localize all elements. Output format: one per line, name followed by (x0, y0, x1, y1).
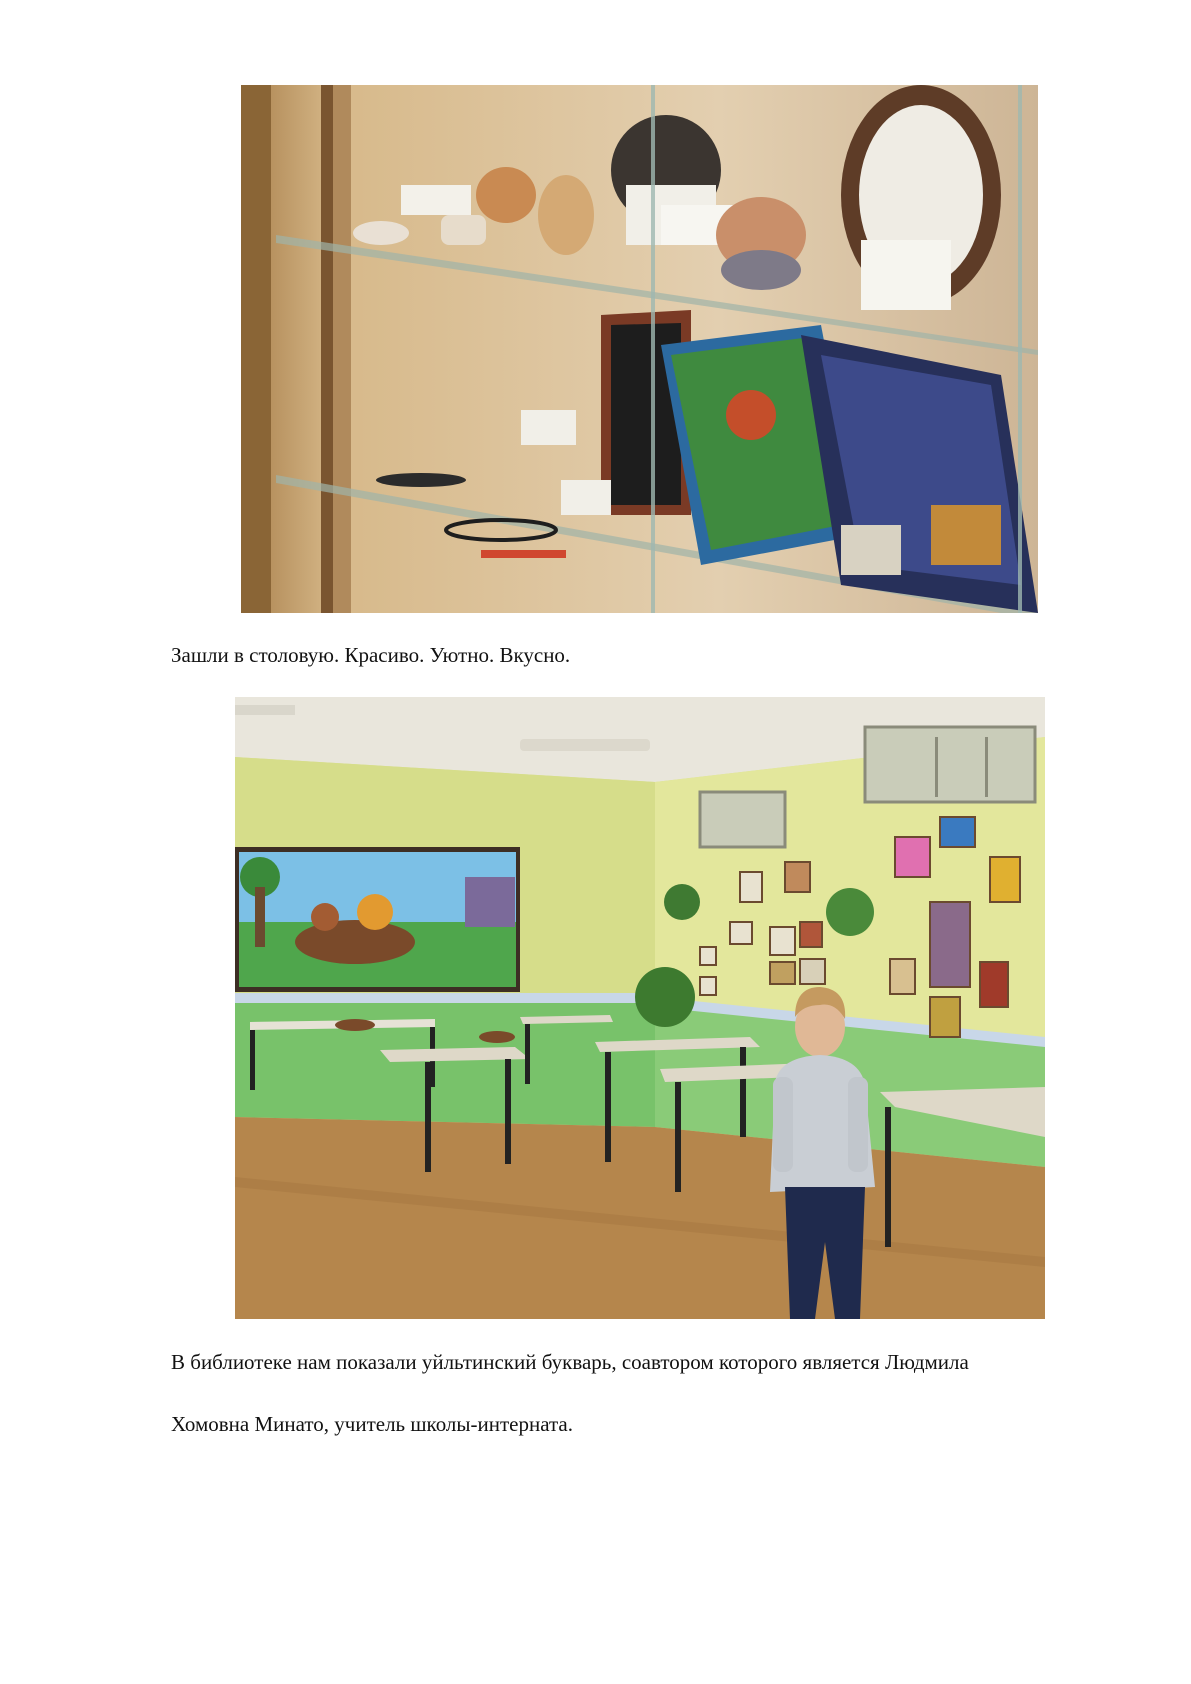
photo-dining-room-image (235, 697, 1045, 1319)
photo-display-cabinet (241, 85, 1038, 613)
paragraph-library-line-1: В библиотеке нам показали уйльтинский букварь, соавтором которого является Людмила (171, 1350, 969, 1374)
paragraph-library-line-2: Хомовна Минато, учитель школы-интерната. (171, 1412, 573, 1436)
photo-display-cabinet-image (241, 85, 1038, 613)
paragraph-dining-room: Зашли в столовую. Красиво. Уютно. Вкусно. (171, 643, 571, 667)
paragraph-library (171, 1331, 1131, 1455)
photo-dining-room (235, 697, 1045, 1319)
